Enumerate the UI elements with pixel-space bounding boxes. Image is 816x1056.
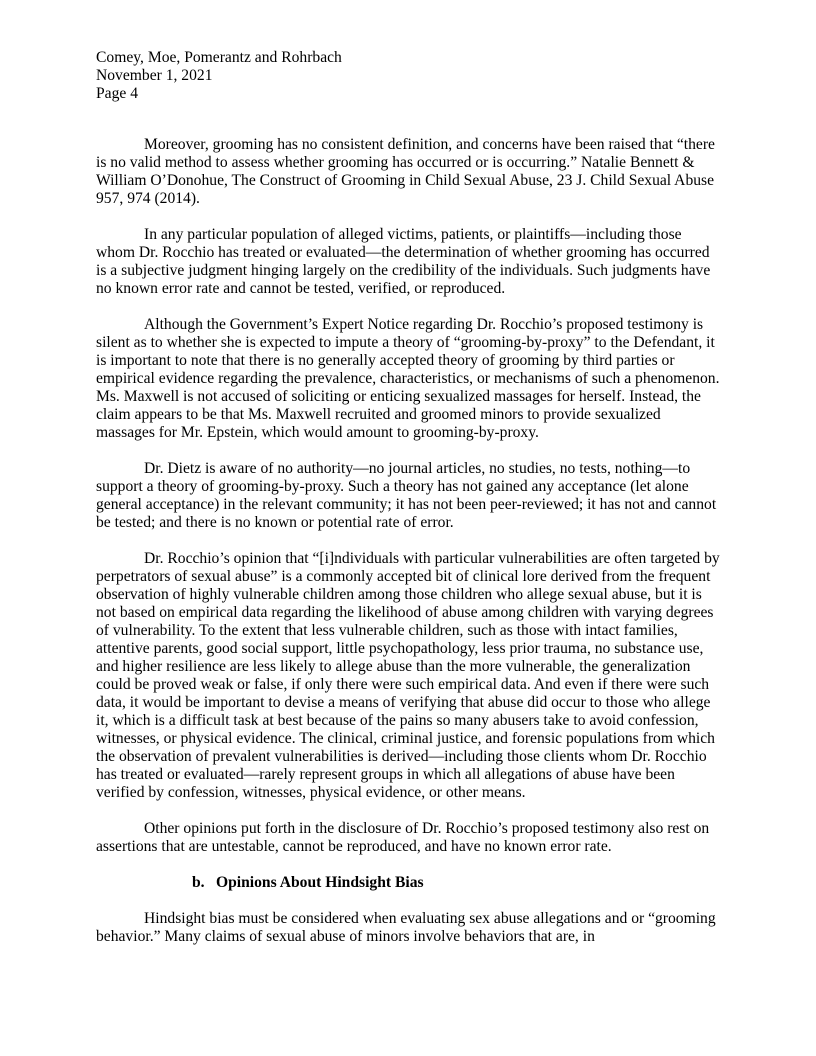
paragraph-hindsight-bias: Hindsight bias must be considered when evaluating sex abuse allegations and or “grooming behavior.” Many claims of sexual abuse of minors involve behaviors that are, in [96, 910, 716, 945]
header-addressees: Comey, Moe, Pomerantz and Rohrbach [96, 49, 342, 66]
section-marker: b. [192, 874, 205, 891]
paragraph-grooming-by-proxy: Although the Government’s Expert Notice regarding Dr. Rocchio’s proposed testimony is silent as to whether she is expected to impute a theory of “grooming-by-proxy” to the Defendant, it is important to note that there is no generally accepted theory of grooming by third parties or empirical evidence regarding the prevalence, characteristics, or mechanisms of such a phenomenon. Ms. Maxwell is not accused of soliciting or enticing sexualized massages for herself. Instead, the claim appears to be that Ms. Maxwell recruited and groomed minors to provide sexualized massages for Mr. Epstein, which would amount to grooming-by-proxy. [96, 316, 720, 441]
section-title: Opinions About Hindsight Bias [216, 874, 424, 891]
paragraph-other-opinions: Other opinions put forth in the disclosure of Dr. Rocchio’s proposed testimony also rest on assertions that are untestable, cannot be reproduced, and have no known error rate. [96, 820, 710, 855]
paragraph-subjective-judgment: In any particular population of alleged victims, patients, or plaintiffs—including those whom Dr. Rocchio has treated or evaluated—the determination of whether grooming has occurred is a subjective judgment hinging largely on the credibility of the individuals. Such judgments have no known error rate and cannot be tested, verified, or reproduced. [96, 226, 711, 297]
letter-body [96, 136, 721, 964]
letter-header [96, 49, 736, 103]
header-page-number: Page 4 [96, 85, 139, 102]
section-heading [96, 874, 721, 892]
paragraph-grooming-definition: Moreover, grooming has no consistent definition, and concerns have been raised that “there is no valid method to assess whether grooming has occurred or is occurring.” Natalie Bennett & William O’Donohue, The Construct of Grooming in Child Sexual Abuse, 23 J. Child Sexual Abuse 957, 974 (2014). [96, 136, 715, 207]
paragraph-no-authority: Dr. Dietz is aware of no authority—no journal articles, no studies, no tests, nothing—to support a theory of grooming-by-proxy. Such a theory has not gained any acceptance (let alone general acceptance) in the relevant community; it has not been peer-reviewed; it has not and cannot be tested; and there is no known or potential rate of error. [96, 460, 717, 531]
header-date: November 1, 2021 [96, 67, 213, 84]
paragraph-vulnerabilities-opinion: Dr. Rocchio’s opinion that “[i]ndividuals with particular vulnerabilities are often targeted by perpetrators of sexual abuse” is a commonly accepted bit of clinical lore derived from the frequent observation of highly vulnerable children among those children who allege sexual abuse, but it is not based on empirical data regarding the likelihood of abuse among children with varying degrees of vulnerability. To the extent that less vulnerable children, such as those with intact families, attentive parents, good social support, little psychopathology, less prior trauma, no substance use, and higher resilience are less likely to allege abuse than the more vulnerable, the generalization could be proved weak or false, if only there were such empirical data. And even if there were such data, it would be important to devise a means of verifying that abuse did occur to those who allege it, which is a difficult task at best because of the pains so many abusers take to avoid confession, witnesses, or physical evidence. The clinical, criminal justice, and forensic populations from which the observation of prevalent vulnerabilities is derived—including those clients whom Dr. Rocchio has treated or evaluated—rarely represent groups in which all allegations of abuse have been verified by confession, witnesses, physical evidence, or other means. [96, 550, 720, 801]
